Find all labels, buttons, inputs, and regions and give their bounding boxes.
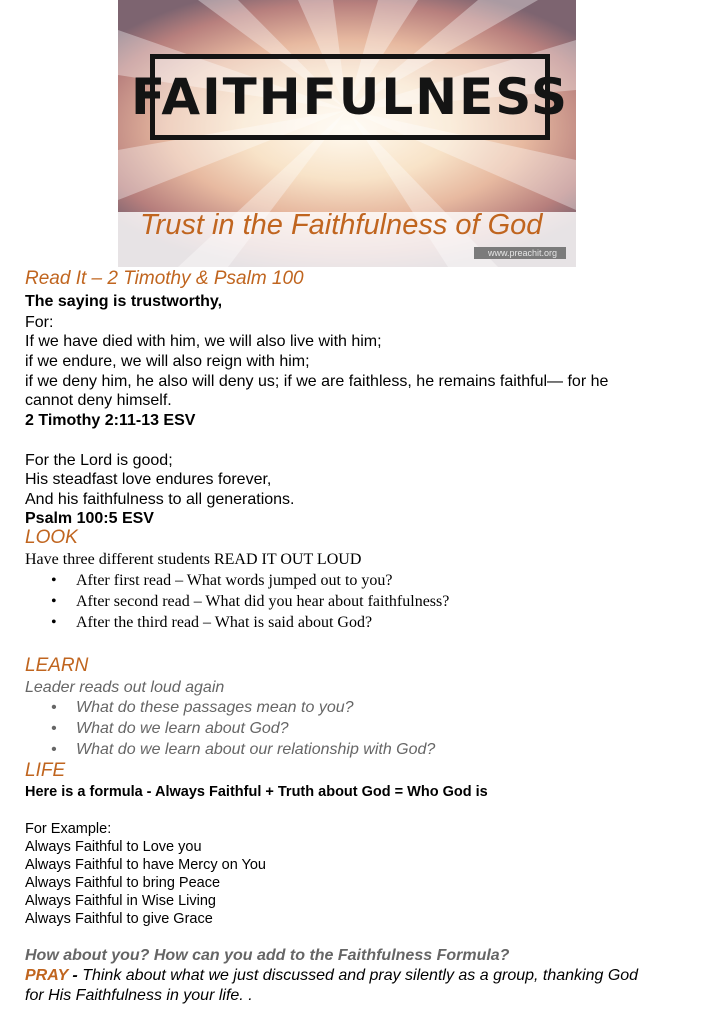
scripture-line: cannot deny himself. — [25, 392, 172, 409]
list-item: • What do we learn about our relationship with God? — [51, 741, 436, 758]
banner-image — [118, 0, 576, 267]
example-label: For Example: — [25, 821, 112, 837]
pray-text: Think about what we just discussed and pray silently as a group, thanking God — [82, 967, 639, 984]
list-item: • What do these passages mean to you? — [51, 699, 354, 716]
scripture-line: if we deny him, he also will deny us; if we are faithless, he remains faithful— for he — [25, 373, 609, 390]
list-item: • After second read – What did you hear about faithfulness? — [51, 593, 450, 610]
pray-label: PRAY — [25, 967, 68, 984]
pray-separator: - — [67, 967, 83, 984]
bullet-icon: • — [51, 593, 57, 610]
life-heading: LIFE — [25, 760, 66, 781]
read-it-heading: Read It – 2 Timothy & Psalm 100 — [25, 268, 304, 289]
list-item: • What do we learn about God? — [51, 720, 289, 737]
look-heading: LOOK — [25, 527, 78, 548]
psalm-reference: Psalm 100:5 ESV — [25, 510, 154, 527]
learn-intro: Leader reads out loud again — [25, 679, 225, 696]
pray-line — [25, 967, 638, 985]
scripture-line: if we endure, we will also reign with him; — [25, 353, 310, 370]
learn-bullet-list — [51, 699, 436, 762]
watermark: www.preachit.org — [474, 247, 566, 259]
example-item: Always Faithful in Wise Living — [25, 893, 216, 909]
learn-heading: LEARN — [25, 655, 89, 676]
psalm-line: For the Lord is good; — [25, 452, 173, 469]
look-intro: Have three different students READ IT OUT LOUD — [25, 551, 362, 568]
pray-text-continued: for His Faithfulness in your life. . — [25, 987, 253, 1004]
example-item: Always Faithful to have Mercy on You — [25, 857, 266, 873]
list-item: • After the third read – What is said about God? — [51, 614, 373, 631]
bullet-icon: • — [51, 699, 57, 716]
bullet-icon: • — [51, 572, 57, 589]
example-item: Always Faithful to bring Peace — [25, 875, 221, 891]
example-item: Always Faithful to give Grace — [25, 911, 213, 927]
formula-text: Here is a formula - Always Faithful + Truth about God = Who God is — [25, 784, 488, 800]
list-item: • After first read – What words jumped out to you? — [51, 572, 393, 589]
bullet-icon: • — [51, 741, 57, 758]
psalm-line: And his faithfulness to all generations. — [25, 491, 295, 508]
faithfulness-sign — [130, 54, 570, 140]
banner-word: FAITHFULNESS — [130, 68, 570, 126]
trustworthy-saying: The saying is trustworthy, — [25, 293, 223, 310]
bullet-icon: • — [51, 720, 57, 737]
psalm-line: His steadfast love endures forever, — [25, 471, 272, 488]
bullet-icon: • — [51, 614, 57, 631]
scripture-reference: 2 Timothy 2:11-13 ESV — [25, 412, 196, 429]
look-bullet-list — [51, 572, 450, 635]
reflection-question: How about you? How can you add to the Faithfulness Formula? — [25, 947, 510, 964]
banner-title: Trust in the Faithfulness of God — [140, 209, 543, 241]
scripture-line: If we have died with him, we will also live with him; — [25, 333, 382, 350]
example-item: Always Faithful to Love you — [25, 839, 202, 855]
scripture-line: For: — [25, 314, 54, 331]
